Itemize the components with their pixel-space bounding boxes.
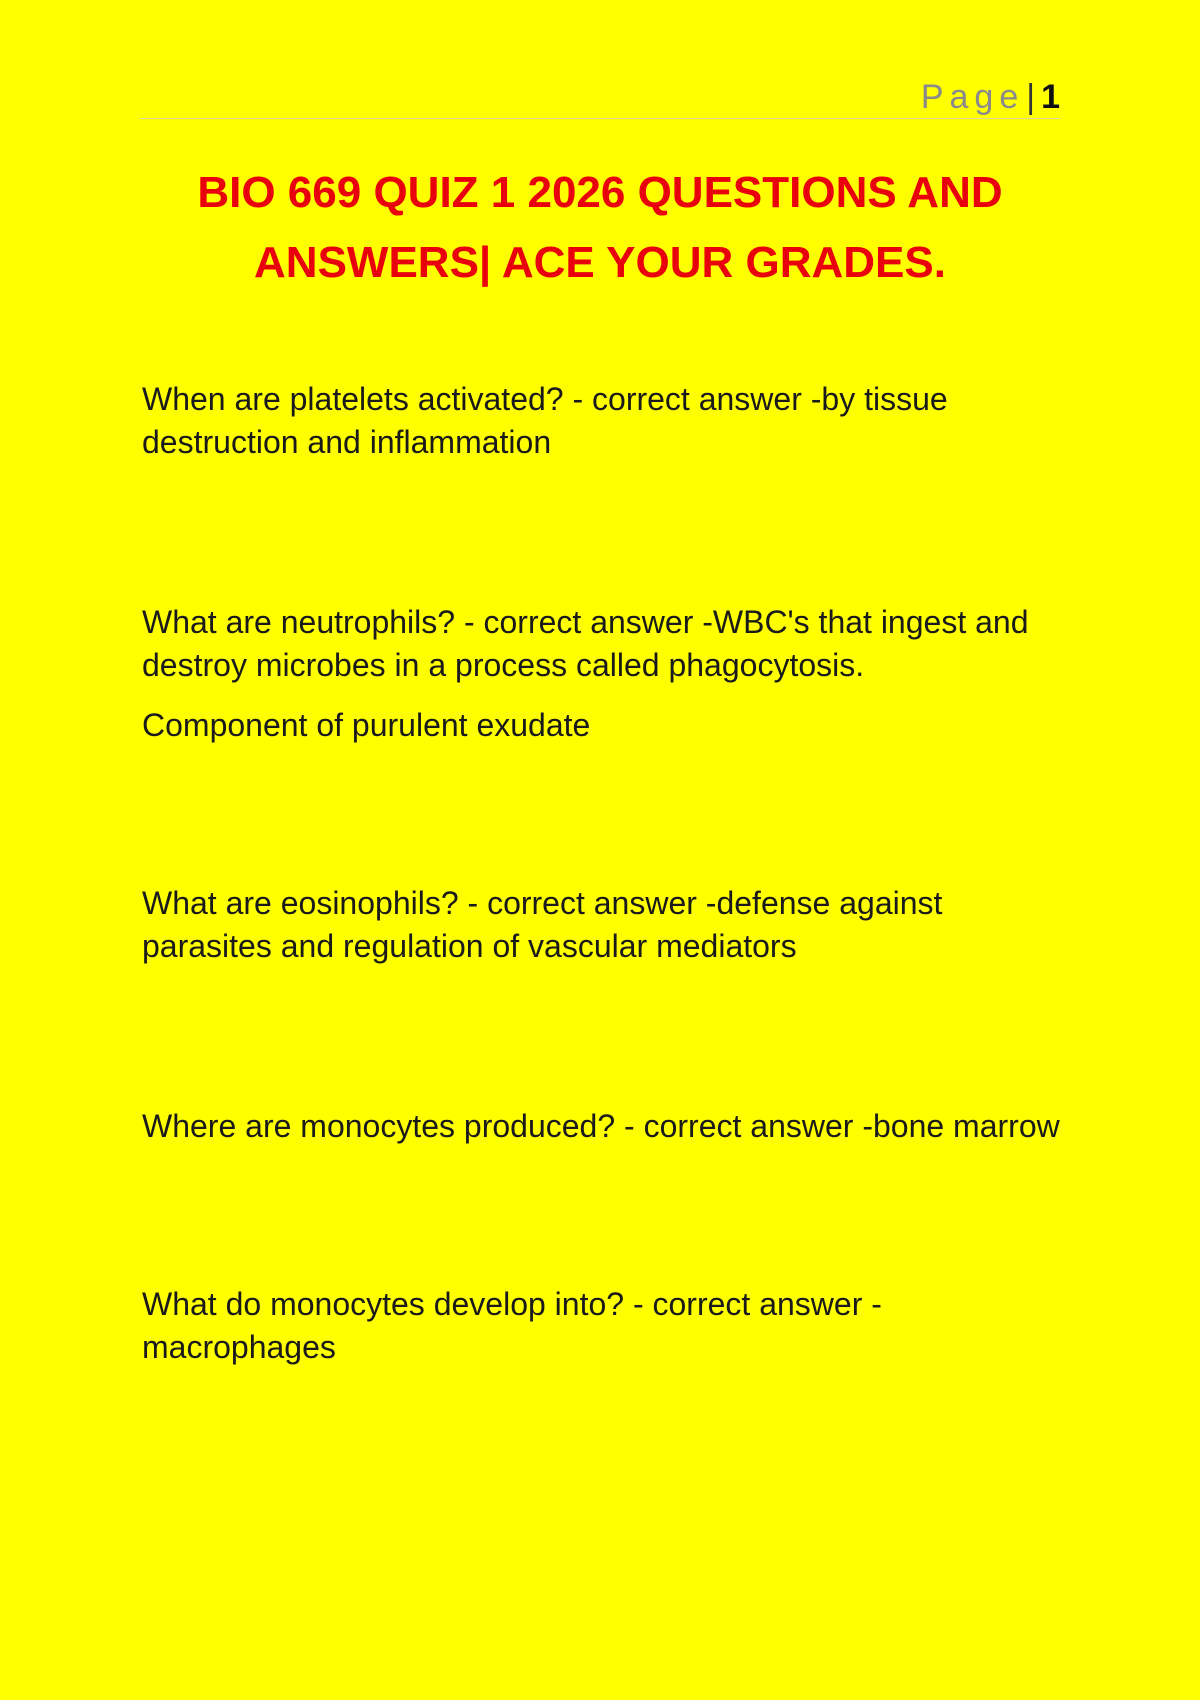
page-number: 1: [1041, 78, 1060, 116]
qa-item-4: [142, 1105, 1072, 1148]
qa-item-5: [142, 1283, 1072, 1369]
document-title: BIO 669 QUIZ 1 2026 QUESTIONS AND ANSWERS| ACE YOUR GRADES.: [197, 168, 1003, 287]
qa-text: What do monocytes develop into? - correct answer -macrophages: [142, 1286, 882, 1365]
page-number-label: [921, 77, 1060, 117]
qa-item-2: [142, 601, 1072, 747]
qa-text: What are eosinophils? - correct answer -defense against parasites and regulation of vascular mediators: [142, 885, 943, 964]
page-word: Page: [920, 78, 1025, 116]
qa-item-1: [142, 378, 1072, 464]
qa-extra-text: Component of purulent exudate: [142, 707, 591, 743]
qa-text: When are platelets activated? - correct answer -by tissue destruction and inflammation: [142, 381, 948, 460]
qa-item-3: [142, 882, 1072, 968]
qa-text: What are neutrophils? - correct answer -WBC's that ingest and destroy microbes in a process called phagocytosis.: [142, 604, 1029, 683]
qa-text: Where are monocytes produced? - correct answer -bone marrow: [142, 1108, 1060, 1144]
page-separator: |: [1026, 78, 1036, 116]
page-header: [140, 70, 1060, 119]
